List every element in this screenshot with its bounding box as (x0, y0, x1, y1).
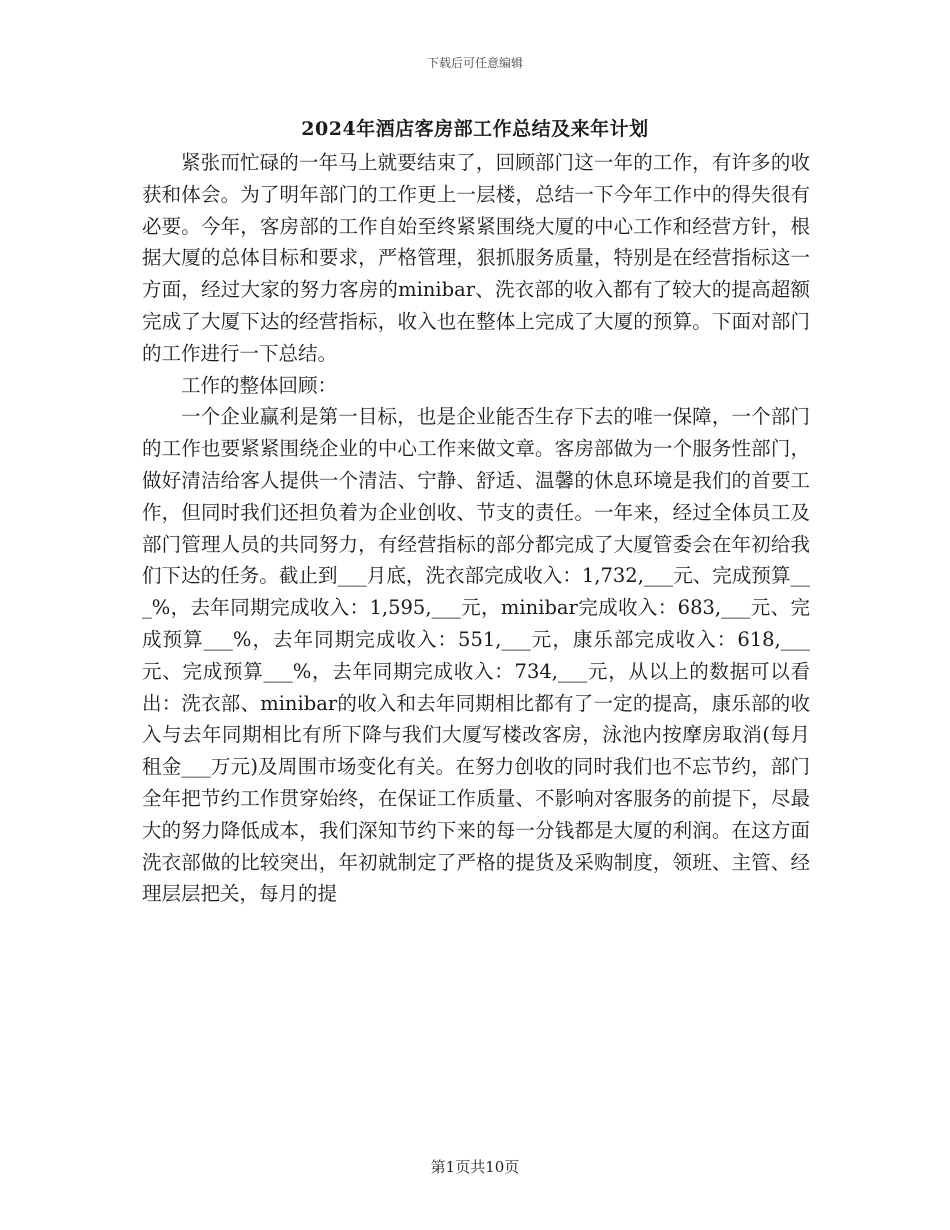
paragraph-review: 一个企业赢利是第一目标，也是企业能否生存下去的唯一保障，一个部门的工作也要紧紧围绕企业的中心工作来做文章。客房部做为一个服务性部门，做好清洁给客人提供一个清洁、宁静、舒适、温馨的休息环境是我们的首要工作，但同时我们还担负着为企业创收、节支的责任。一年来，经过全体员工及部门管理人员的共同努力，有经营指标的部分都完成了大厦管委会在年初给我们下达的任务。截止到___月底，洗衣部完成收入：1,732,___元、完成预算___%，去年同期完成收入：1,595,___元，minibar完成收入：683,___元、完成预算___%，去年同期完成收入：551,___元，康乐部完成收入：618,___元、完成预算___%，去年同期完成收入：734,___元，从以上的数据可以看出：洗衣部、minibar的收入和去年同期相比都有了一定的提高，康乐部的收入与去年同期相比有所下降与我们大厦写楼改客房，泳池内按摩房取消(每月租金___万元)及周围市场变化有关。在努力创收的同时我们也不忘节约，部门全年把节约工作贯穿始终，在保证工作质量、不影响对客服务的前提下，尽最大的努力降低成本，我们深知节约下来的每一分钱都是大厦的利润。在这方面洗衣部做的比较突出，年初就制定了严格的提货及采购制度，领班、主管、经理层层把关，每月的提 (142, 405, 810, 906)
document-title: 2024年酒店客房部工作总结及来年计划 (301, 118, 649, 140)
page-header-note: 下载后可任意编辑 (426, 56, 523, 70)
paragraph-section-heading: 工作的整体回顾： (181, 373, 338, 397)
page-number: 第1页共10页 (430, 1158, 520, 1176)
document-body (142, 147, 810, 910)
paragraph-intro: 紧张而忙碌的一年马上就要结束了，回顾部门这一年的工作，有许多的收获和体会。为了明年部门的工作更上一层楼，总结一下今年工作中的得失很有必要。今年，客房部的工作自始至终紧紧围绕大厦的中心工作和经营方针，根据大厦的总体目标和要求，严格管理，狠抓服务质量，特别是在经营指标这一方面，经过大家的努力客房的minibar、洗衣部的收入都有了较大的提高超额完成了大厦下达的经营指标，收入也在整体上完成了大厦的预算。下面对部门的工作进行一下总结。 (142, 151, 810, 365)
